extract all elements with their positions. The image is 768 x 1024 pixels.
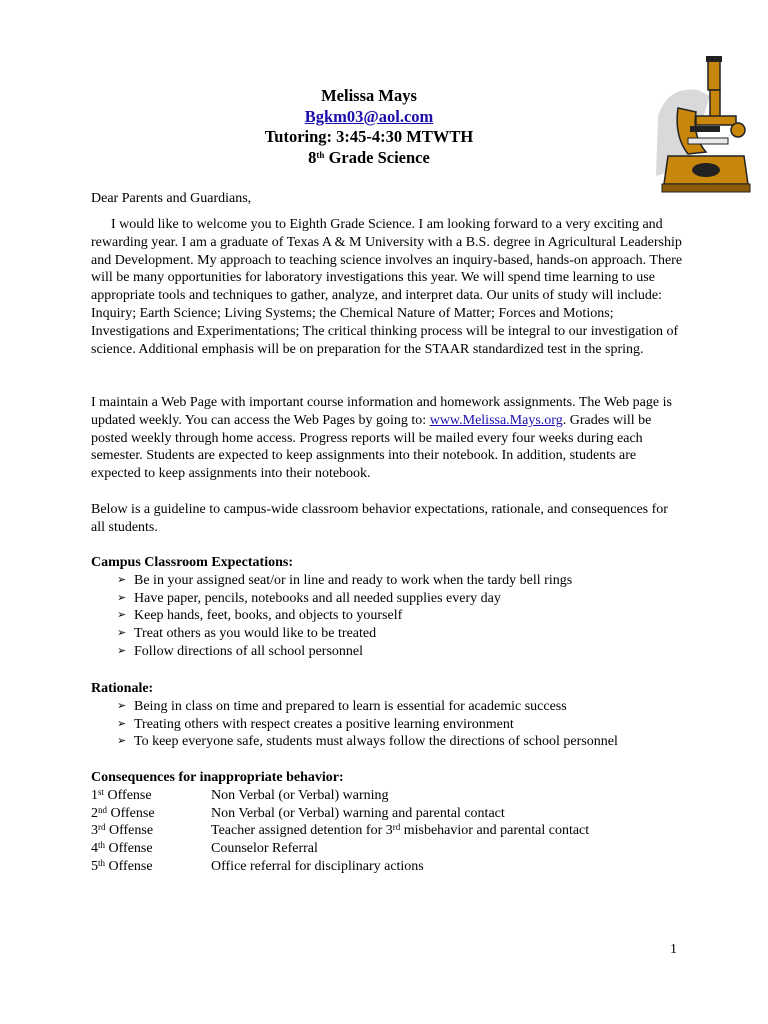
course-title: 8th Grade Science [308, 147, 430, 167]
arrow-right-icon: ➢ [117, 644, 127, 657]
list-item: ➢ Treating others with respect creates a positive learning environment [117, 716, 514, 732]
offense-row: 3rd Offense Teacher assigned detention for 3rd misbehavior and parental contact [91, 822, 590, 839]
guideline-paragraph: Below is a guideline to campus-wide classroom behavior expectations, rationale, and consequences for all students. [91, 502, 668, 535]
arrow-right-icon: ➢ [117, 699, 127, 712]
arrow-right-icon: ➢ [117, 717, 127, 730]
expectations-section [91, 554, 683, 661]
greeting: Dear Parents and Guardians, [91, 191, 252, 206]
consequences-heading: Consequences for inappropriate behavior: [91, 770, 344, 785]
arrow-right-icon: ➢ [117, 735, 127, 748]
expectations-list [91, 572, 683, 661]
arrow-right-icon: ➢ [117, 627, 127, 640]
list-item: ➢ Treat others as you would like to be treated [117, 626, 377, 642]
rationale-heading: Rationale: [91, 681, 154, 696]
consequences-section [91, 769, 683, 876]
tutoring-hours: Tutoring: 3:45-4:30 MTWTH [264, 127, 474, 146]
arrow-right-icon: ➢ [117, 609, 127, 622]
offense-row: 2nd Offense Non Verbal (or Verbal) warning and parental contact [91, 804, 505, 821]
letter-header [0, 86, 738, 168]
email-link[interactable]: Bgkm03@aol.com [304, 106, 434, 126]
list-item: ➢ Keep hands, feet, books, and objects to yourself [117, 608, 403, 624]
offense-row: 5th Offense Office referral for disciplinary actions [91, 857, 424, 874]
list-item: ➢ Being in class on time and prepared to learn is essential for academic success [117, 698, 567, 714]
expectations-heading: Campus Classroom Expectations: [91, 555, 293, 570]
list-item: ➢ Have paper, pencils, notebooks and all needed supplies every day [117, 590, 501, 606]
teacher-name: Melissa Mays [321, 86, 417, 105]
rationale-section [91, 680, 683, 751]
welcome-paragraph: I would like to welcome you to Eighth Grade Science. I am looking forward to a very exciting and rewarding year. I am a graduate of Texas A & M University with a B.S. degree in Agricultural Leadership and Development. My approach to teaching science involves an inquiry-based, hands-on approach. There will be many opportunities for laboratory investigations this year. We will spend time learning to use appropriate tools and techniques to gather, analyze, and interpret data. Our units of study will include: Inquiry; Earth Science; Living Systems; the Chemical Nature of Matter; Forces and Motions; Investigations and Experimentations; The critical thinking process will be integral to our investigation of science. Additional emphasis will be on preparation for the STAAR standardized test in the spring. [91, 217, 683, 357]
page-number: 1 [670, 942, 677, 957]
list-item: ➢ Be in your assigned seat/or in line and ready to work when the tardy bell rings [117, 572, 573, 588]
list-item: ➢ Follow directions of all school personnel [117, 643, 364, 659]
rationale-list [91, 698, 683, 751]
offense-row: 1st Offense Non Verbal (or Verbal) warning [91, 786, 389, 803]
website-link[interactable]: www.Melissa.Mays.org [429, 412, 563, 428]
list-item: ➢ To keep everyone safe, students must always follow the directions of school personnel [117, 734, 618, 750]
offense-row: 4th Offense Counselor Referral [91, 840, 318, 857]
web-page-paragraph: I maintain a Web Page with important course information and homework assignments. The Web page is updated weekly. You can access the Web Pages by going to: www.Melissa.Mays.org. Grades will be posted weekly through home access. Progress reports will be mailed every four weeks during each semester. Students are expected to keep assignments into their notebook. In addition, students are expected to keep assignments into their notebook. [91, 395, 672, 482]
arrow-right-icon: ➢ [117, 573, 127, 586]
arrow-right-icon: ➢ [117, 591, 127, 604]
